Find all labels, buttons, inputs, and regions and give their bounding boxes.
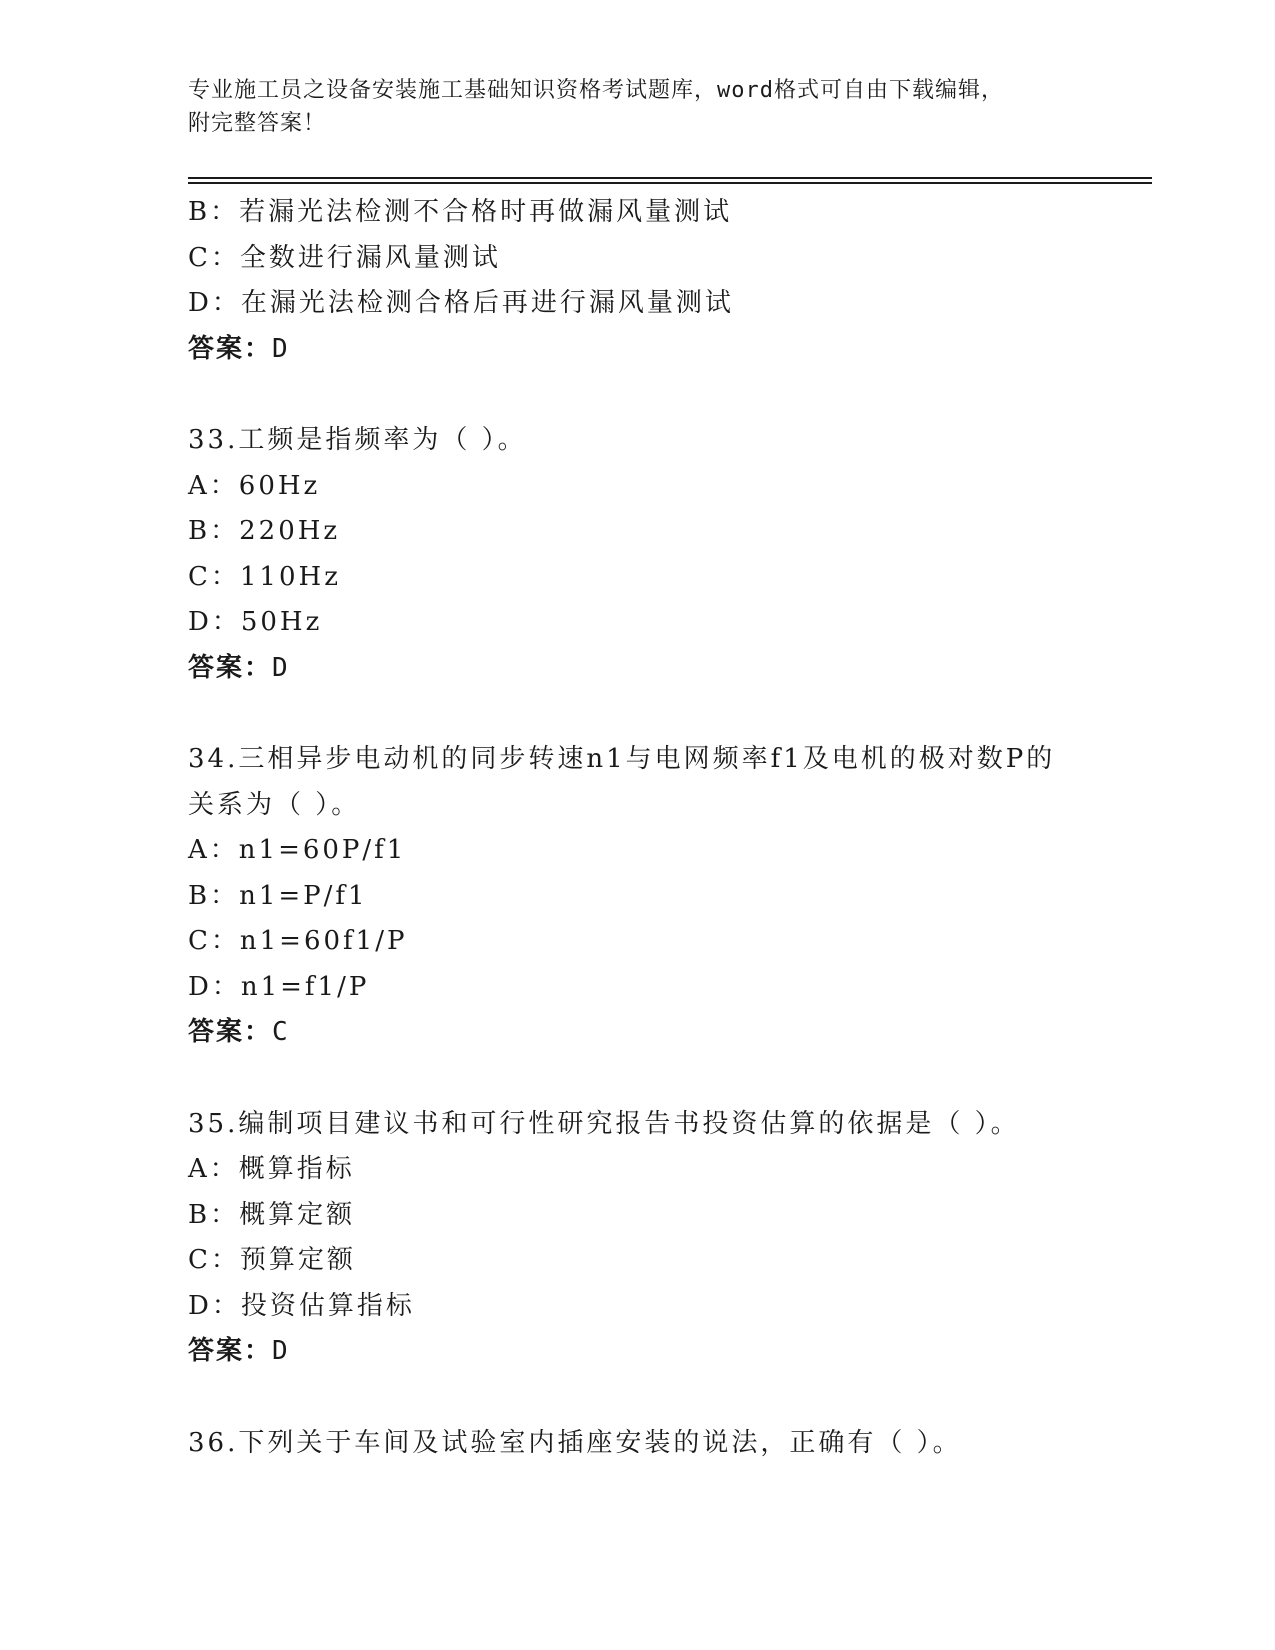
answer-label: 答案： (188, 333, 273, 364)
answer-label: 答案： (188, 652, 273, 683)
option-c: C：110Hz (188, 561, 341, 592)
answer-label: 答案： (188, 1017, 273, 1047)
answer-label: 答案： (188, 1336, 273, 1366)
answer-line (188, 327, 1128, 373)
option-b: B：220Hz (188, 516, 341, 546)
answer-value: D (272, 333, 290, 364)
answer-value: D (272, 652, 290, 683)
option-d: D：50Hz (188, 607, 323, 637)
question-36 (188, 1421, 1128, 1467)
question-title: 36.下列关于车间及试验室内插座安装的说法，正确有（ ）。 (188, 1427, 962, 1458)
question-title: 35.编制项目建议书和可行性研究报告书投资估算的依据是（ ）。 (188, 1108, 1020, 1139)
option-c: C：预算定额 (188, 1245, 356, 1275)
answer-line (188, 1329, 1128, 1375)
header-line-1: 专业施工员之设备安装施工基础知识资格考试题库，word格式可自由下载编辑， (188, 78, 1004, 103)
option-a: A：n1=60P/f1 (188, 835, 407, 865)
question-title: 33.工频是指频率为（ ）。 (188, 425, 527, 455)
question-fragment (188, 190, 1128, 372)
header-rule-top (188, 177, 1152, 179)
question-list (188, 190, 1128, 1466)
answer-line (188, 1010, 1128, 1056)
option-a: A：概算指标 (188, 1154, 355, 1184)
option-c: C：全数进行漏风量测试 (188, 242, 501, 273)
option-b: B：概算定额 (188, 1199, 356, 1230)
option-b: B：若漏光法检测不合格时再做漏风量测试 (188, 197, 733, 227)
answer-line (188, 646, 1128, 692)
question-title-line-2: 关系为（ ）。 (188, 789, 361, 820)
option-a: A：60Hz (188, 470, 321, 501)
option-d: D：投资估算指标 (188, 1290, 415, 1321)
answer-value: D (272, 1336, 290, 1366)
question-34 (188, 737, 1128, 1056)
header-rule-bottom (188, 182, 1152, 184)
question-33 (188, 418, 1128, 691)
document-header (188, 74, 1088, 140)
header-line-2: 附完整答案！ (188, 111, 327, 136)
option-d: D：在漏光法检测合格后再进行漏风量测试 (188, 288, 734, 318)
option-c: C：n1=60f1/P (188, 926, 408, 956)
option-d: D：n1=f1/P (188, 971, 370, 1002)
option-b: B：n1=P/f1 (188, 880, 368, 911)
question-35 (188, 1102, 1128, 1375)
answer-value: C (272, 1017, 290, 1047)
question-title-line-1: 34.三相异步电动机的同步转速n1与电网频率f1及电机的极对数P的 (188, 744, 1056, 774)
